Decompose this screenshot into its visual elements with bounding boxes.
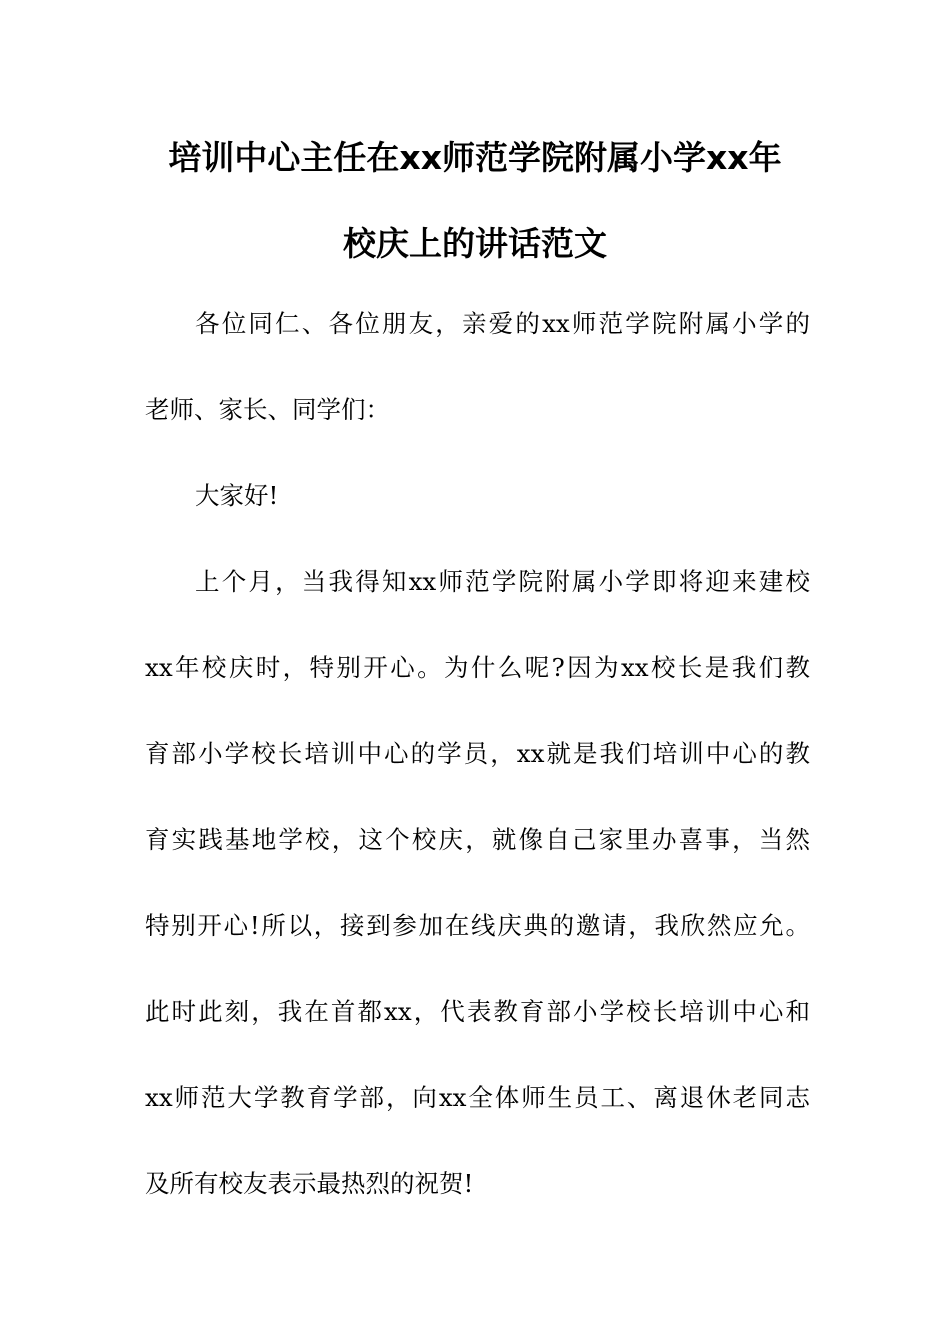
body-line: 及所有校友表示最热烈的祝贺! [145,1169,474,1198]
body-line: 上个月，当我得知xx师范学院附属小学即将迎来建校 [195,567,810,596]
body-line: 此时此刻，我在首都xx，代表教育部小学校长培训中心和 [145,997,810,1026]
body-line: 育部小学校长培训中心的学员，xx就是我们培训中心的教 [145,739,810,768]
body-line: 各位同仁、各位朋友，亲爱的xx师范学院附属小学的 [195,309,810,338]
document-title-line-1: 培训中心主任在xx师范学院附属小学xx年 [168,138,782,177]
body-line: 老师、家长、同学们： [145,395,390,424]
body-line: 大家好! [195,481,279,510]
body-line: xx年校庆时，特别开心。为什么呢?因为xx校长是我们教 [145,653,810,682]
body-line: 特别开心!所以，接到参加在线庆典的邀请，我欣然应允。 [145,911,810,940]
body-line: xx师范大学教育学部，向xx全体师生员工、离退休老同志 [145,1083,810,1112]
body-line: 育实践基地学校，这个校庆，就像自己家里办喜事，当然 [145,825,810,854]
document-title-line-2: 校庆上的讲话范文 [343,224,607,263]
